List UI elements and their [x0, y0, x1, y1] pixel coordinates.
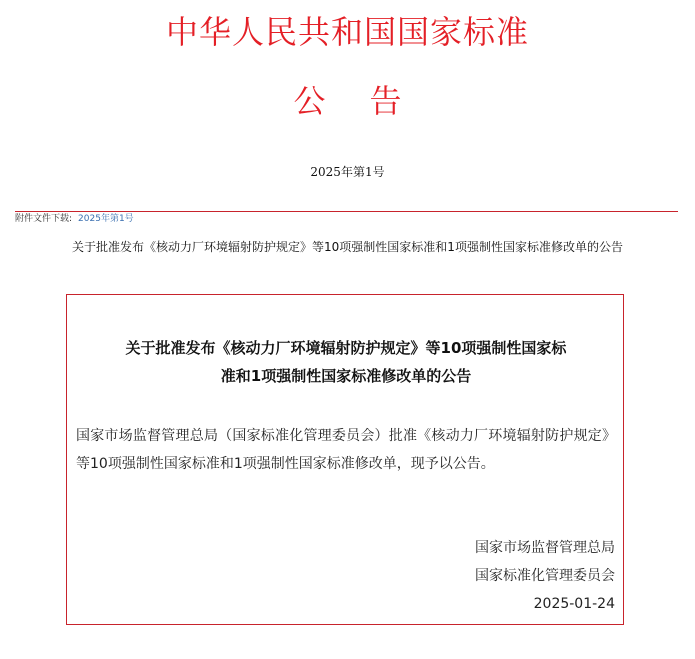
notice-box-title-line-2: 准和1项强制性国家标准修改单的公告	[220, 367, 472, 385]
notice-date: 2025-01-24	[533, 596, 615, 612]
signatory-samr: 国家市场监督管理总局	[475, 540, 615, 556]
signature-block	[475, 534, 615, 618]
attachment-row	[15, 212, 134, 226]
signatory-sac: 国家标准化管理委员会	[475, 568, 615, 584]
notice-headline: 关于批准发布《核动力厂环境辐射防护规定》等10项强制性国家标准和1项强制性国家标准修改单的公告	[72, 240, 623, 254]
notice-box-title	[76, 334, 616, 390]
attachment-download-link[interactable]: 2025年第1号	[78, 214, 134, 224]
notice-box-title-line-1: 关于批准发布《核动力厂环境辐射防护规定》等10项强制性国家标	[125, 339, 567, 357]
masthead-title: 中华人民共和国国家标准	[165, 13, 529, 51]
notice-box-body: 国家市场监督管理总局（国家标准化管理委员会）批准《核动力厂环境辐射防护规定》等10项强制性国家标准和1项强制性国家标准修改单，现予以公告。	[76, 428, 616, 472]
masthead-notice-heading: 公告	[293, 82, 446, 120]
attachment-label: 附件文件下载:	[15, 214, 73, 224]
issue-number: 2025年第1号	[310, 165, 385, 179]
